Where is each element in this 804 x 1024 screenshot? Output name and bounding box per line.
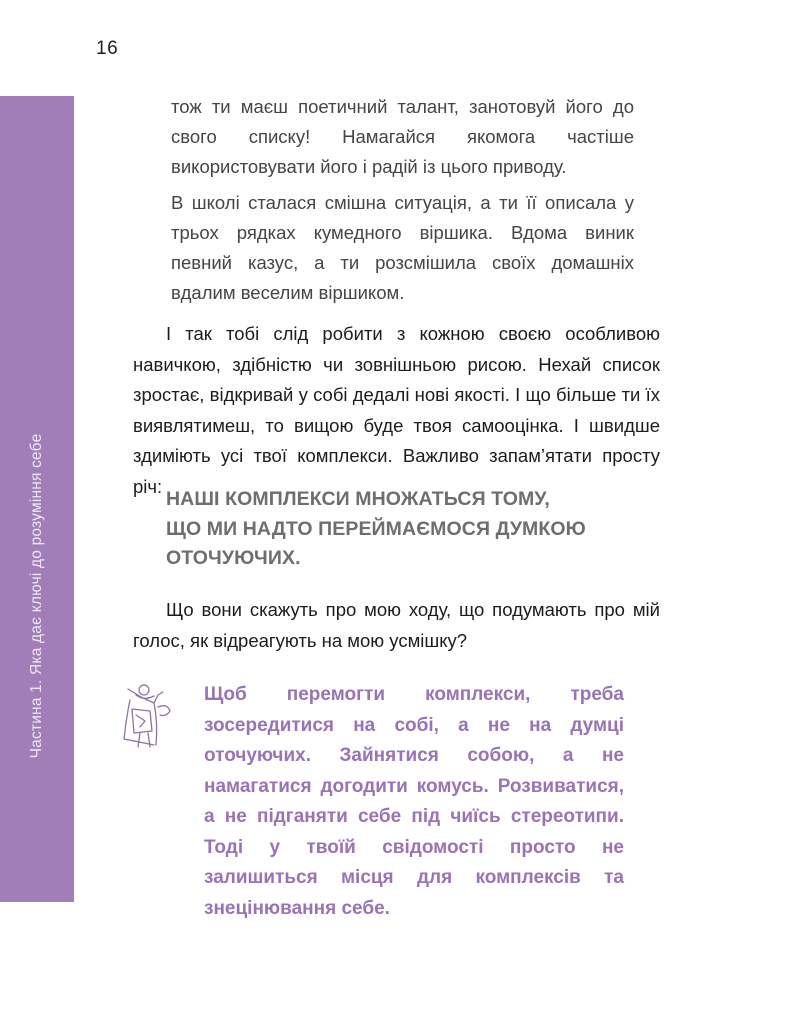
body-paragraph	[133, 319, 660, 502]
body-paragraph-text: Що вони скажуть про мою ходу, що подумають про мій голос, як відреагують на мою усмішку?	[133, 599, 660, 651]
chapter-side-label: Частина 1. Яка дає ключі до розуміння себе	[28, 433, 45, 759]
body-paragraph-text: І так тобі слід робити з кожною своєю особливою навичкою, здібністю чи зовнішньою рисою. Нехай список зростає, відкривай у собі дедалі нові якості. І що більше ти їх виявлятимеш, то вищою буде твоя самооцінка. І швидше здиміють усі твої комплекси. Важливо запам’ятати просту річ:	[133, 323, 660, 497]
highlight-line: ОТОЧУЮЧИХ.	[166, 547, 301, 569]
body-paragraph	[133, 595, 660, 656]
sketch-figure-icon	[114, 681, 176, 751]
chapter-side-band	[0, 96, 74, 902]
highlight-line: ЩО МИ НАДТО ПЕРЕЙМАЄМОСЯ ДУМКОЮ	[166, 517, 586, 540]
callout-text: Щоб перемогти комплекси, треба зосередитися на собі, а не на думці оточуючих. Зайнятися собою, а не намагатися догодити комусь. Розвиватися, а не підганяти себе під чиїсь стереотипи. Тоді у твоїй свідомості просто не залишиться місця для комплексів та знецінювання себе.	[204, 684, 624, 919]
page-number: 16	[96, 38, 119, 59]
indented-quote-block	[171, 92, 634, 314]
highlight-line: НАШІ КОМПЛЕКСИ МНОЖАТЬСЯ ТОМУ,	[166, 488, 550, 510]
quote-paragraph: тож ти маєш поетичний талант, занотовуй його до свого списку! Намагайся якомога частіше використовувати його і радій із цього приводу.	[171, 96, 634, 177]
quote-paragraph: В школі сталася смішна ситуація, а ти її описала у трьох рядках кумедного віршика. Вдома виник певний казус, а ти розсмішила своїх домашніх вдалим веселим віршиком.	[171, 192, 634, 303]
highlight-statement	[166, 485, 646, 574]
